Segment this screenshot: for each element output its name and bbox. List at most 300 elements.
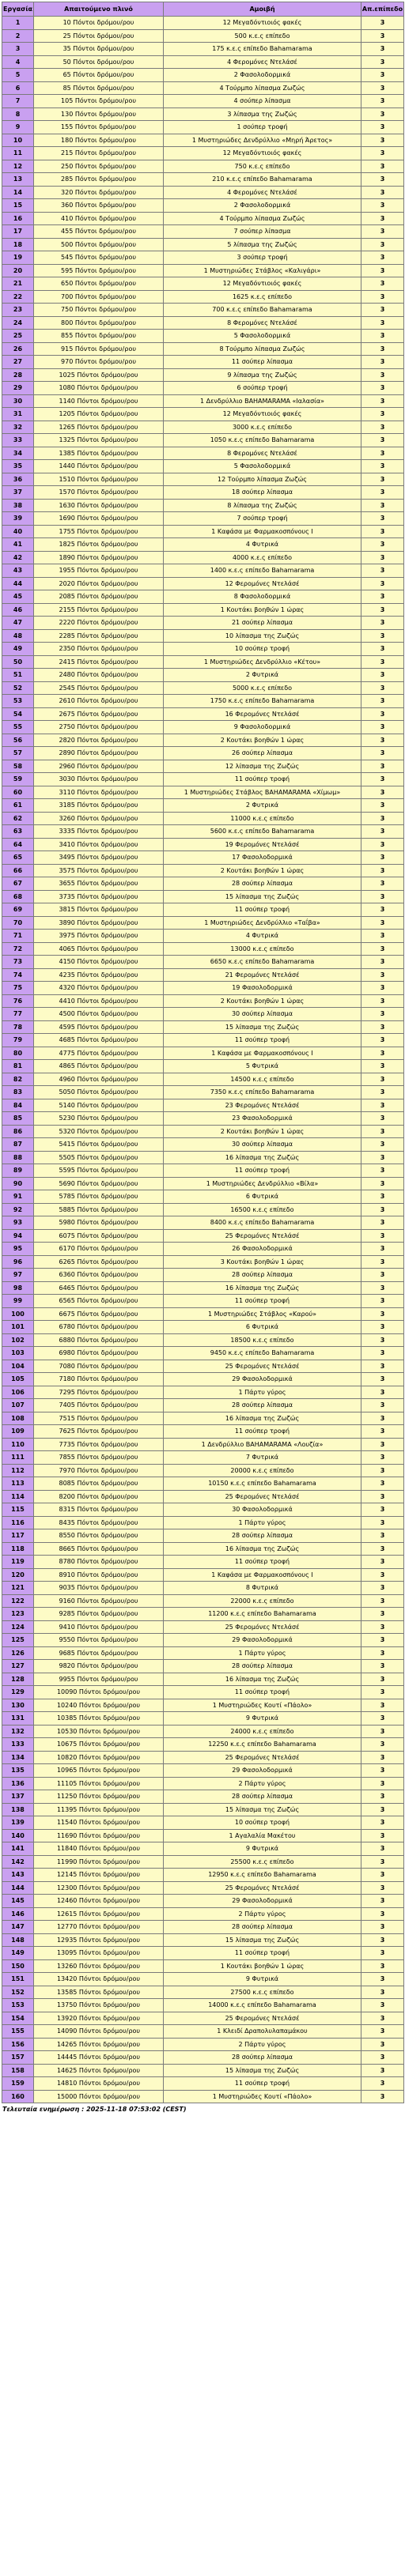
table-row	[2, 669, 404, 682]
required-level: 3	[361, 747, 404, 760]
table-row	[2, 1047, 404, 1060]
table-row	[2, 525, 404, 538]
required-level: 3	[361, 499, 404, 512]
table-row	[2, 460, 404, 473]
reward: 1 Μυστηριώδες Στάβλος «Καρού»	[164, 1307, 361, 1321]
header-reward: Αμοιβή	[164, 2, 361, 17]
task-number: 10	[2, 134, 34, 147]
required-level: 3	[361, 707, 404, 721]
task-number: 151	[2, 1973, 34, 1986]
task-number: 143	[2, 1869, 34, 1882]
required-distance: 7295 Πόντοι δρόμου/ρου	[34, 1386, 164, 1399]
required-level: 3	[361, 1164, 404, 1178]
task-number: 117	[2, 1529, 34, 1543]
reward: 7 σούπερ λίπασμα	[164, 225, 361, 239]
required-level: 3	[361, 382, 404, 395]
required-level: 3	[361, 1086, 404, 1099]
required-level: 3	[361, 1921, 404, 1934]
required-level: 3	[361, 1529, 404, 1543]
table-row	[2, 1620, 404, 1634]
task-number: 32	[2, 421, 34, 434]
reward: 18500 κ.ε.ς επίπεδο	[164, 1333, 361, 1347]
table-row	[2, 1764, 404, 1778]
task-number: 73	[2, 956, 34, 969]
required-distance: 5415 Πόντοι δρόμου/ρου	[34, 1138, 164, 1152]
task-number: 68	[2, 890, 34, 903]
table-row	[2, 1373, 404, 1386]
required-distance: 7970 Πόντοι δρόμου/ρου	[34, 1464, 164, 1477]
required-distance: 3185 Πόντοι δρόμου/ρου	[34, 799, 164, 813]
task-number: 101	[2, 1321, 34, 1334]
required-level: 3	[361, 2012, 404, 2025]
required-distance: 4150 Πόντοι δρόμου/ρου	[34, 956, 164, 969]
table-row	[2, 394, 404, 408]
tasks-table	[2, 2, 404, 2103]
required-level: 3	[361, 538, 404, 552]
required-distance: 5505 Πόντοι δρόμου/ρου	[34, 1151, 164, 1164]
table-row	[2, 1673, 404, 1686]
reward: 23 Φερομόνες Ντελάσέ	[164, 1099, 361, 1112]
task-number: 108	[2, 1412, 34, 1425]
required-level: 3	[361, 799, 404, 813]
table-row	[2, 617, 404, 630]
required-level: 3	[361, 930, 404, 943]
reward: 11 σούπερ τροφή	[164, 1947, 361, 1960]
table-row	[2, 590, 404, 604]
required-distance: 7735 Πόντοι δρόμου/ρου	[34, 1438, 164, 1451]
task-number: 100	[2, 1307, 34, 1321]
task-number: 131	[2, 1712, 34, 1726]
required-level: 3	[361, 1295, 404, 1308]
table-row	[2, 1686, 404, 1699]
reward: 15 λίπασμα της Ζωζώς	[164, 2064, 361, 2077]
required-level: 3	[361, 1020, 404, 1034]
task-number: 153	[2, 1999, 34, 2012]
table-row	[2, 982, 404, 995]
reward: 1 Μυστηριώδες Δενδρύλλιο «Βίλα»	[164, 1177, 361, 1190]
table-row	[2, 1164, 404, 1178]
required-level: 3	[361, 1307, 404, 1321]
required-distance: 8665 Πόντοι δρόμου/ρου	[34, 1542, 164, 1556]
reward: 1 Καφάσα με Φαρμακοσπόνους Ι	[164, 1568, 361, 1582]
table-row	[2, 1347, 404, 1360]
task-number: 65	[2, 851, 34, 865]
table-row	[2, 1881, 404, 1895]
reward: 24000 κ.ε.ς επίπεδο	[164, 1725, 361, 1738]
table-row	[2, 1855, 404, 1869]
required-distance: 15000 Πόντοι δρόμου/ρου	[34, 2090, 164, 2103]
required-distance: 800 Πόντοι δρόμου/ρου	[34, 316, 164, 330]
table-row	[2, 95, 404, 108]
required-distance: 5690 Πόντοι δρόμου/ρου	[34, 1177, 164, 1190]
task-number: 114	[2, 1490, 34, 1503]
required-distance: 1510 Πόντοι δρόμου/ρου	[34, 473, 164, 486]
reward: 26 σούπερ λίπασμα	[164, 747, 361, 760]
task-number: 119	[2, 1556, 34, 1569]
reward: 28 σούπερ λίπασμα	[164, 1399, 361, 1412]
required-level: 3	[361, 1829, 404, 1842]
table-row	[2, 1490, 404, 1503]
required-distance: 1265 Πόντοι δρόμου/ρου	[34, 421, 164, 434]
reward: 9 Φασολοδορμικά	[164, 721, 361, 734]
table-row	[2, 1608, 404, 1621]
reward: 8 Φασολοδορμικά	[164, 590, 361, 604]
required-distance: 10675 Πόντοι δρόμου/ρου	[34, 1738, 164, 1752]
reward: 16 Φερομόνες Ντελάσέ	[164, 707, 361, 721]
task-number: 140	[2, 1829, 34, 1842]
required-distance: 4685 Πόντοι δρόμου/ρου	[34, 1034, 164, 1047]
task-number: 138	[2, 1803, 34, 1816]
reward: 1 Μυστηριώδες Κουτί «Πάολο»	[164, 1699, 361, 1712]
task-number: 118	[2, 1542, 34, 1556]
task-number: 146	[2, 1907, 34, 1921]
required-level: 3	[361, 773, 404, 786]
table-row	[2, 1959, 404, 1973]
required-level: 3	[361, 408, 404, 421]
reward: 28 σούπερ λίπασμα	[164, 1660, 361, 1673]
required-level: 3	[361, 655, 404, 669]
reward: 2 Κουτάκι βοηθών 1 ώρας	[164, 864, 361, 877]
required-level: 3	[361, 1008, 404, 1021]
table-row	[2, 1034, 404, 1047]
required-distance: 1755 Πόντοι δρόμου/ρου	[34, 525, 164, 538]
table-row	[2, 2064, 404, 2077]
task-number: 57	[2, 747, 34, 760]
table-row	[2, 264, 404, 277]
required-level: 3	[361, 1725, 404, 1738]
required-distance: 285 Πόντοι δρόμου/ρου	[34, 173, 164, 187]
required-distance: 215 Πόντοι δρόμου/ρου	[34, 147, 164, 160]
required-level: 3	[361, 264, 404, 277]
required-distance: 2545 Πόντοι δρόμου/ρου	[34, 681, 164, 695]
required-distance: 4775 Πόντοι δρόμου/ρου	[34, 1047, 164, 1060]
required-distance: 12770 Πόντοι δρόμου/ρου	[34, 1921, 164, 1934]
reward: 5 λίπασμα της Ζωζώς	[164, 238, 361, 251]
reward: 1 Δενδρύλλιο BAHAMARAMA «Λουζία»	[164, 1438, 361, 1451]
reward: 2 Φασολοδορμικά	[164, 69, 361, 82]
required-level: 3	[361, 2025, 404, 2039]
required-level: 3	[361, 1738, 404, 1752]
task-number: 137	[2, 1790, 34, 1804]
table-row	[2, 499, 404, 512]
table-row	[2, 916, 404, 930]
required-level: 3	[361, 1190, 404, 1204]
required-level: 3	[361, 1099, 404, 1112]
reward: 28 σούπερ λίπασμα	[164, 1921, 361, 1934]
required-level: 3	[361, 1073, 404, 1086]
required-distance: 9285 Πόντοι δρόμου/ρου	[34, 1608, 164, 1621]
required-distance: 1385 Πόντοι δρόμου/ρου	[34, 447, 164, 460]
reward: 4 Τούρμπο λίπασμα Ζωζώς	[164, 212, 361, 225]
task-number: 36	[2, 473, 34, 486]
required-distance: 2890 Πόντοι δρόμου/ρου	[34, 747, 164, 760]
required-level: 3	[361, 525, 404, 538]
required-distance: 1955 Πόντοι δρόμου/ρου	[34, 564, 164, 578]
required-distance: 2675 Πόντοι δρόμου/ρου	[34, 707, 164, 721]
table-row	[2, 1464, 404, 1477]
table-row	[2, 1699, 404, 1712]
table-row	[2, 747, 404, 760]
table-row	[2, 903, 404, 917]
table-row	[2, 2077, 404, 2091]
required-level: 3	[361, 304, 404, 317]
reward: 16 λίπασμα της Ζωζώς	[164, 1412, 361, 1425]
task-number: 130	[2, 1699, 34, 1712]
table-row	[2, 838, 404, 851]
reward: 1 Καφάσα με Φαρμακοσπόνους Ι	[164, 525, 361, 538]
task-number: 113	[2, 1477, 34, 1491]
task-number: 27	[2, 356, 34, 369]
required-distance: 11540 Πόντοι δρόμου/ρου	[34, 1816, 164, 1830]
required-level: 3	[361, 877, 404, 891]
required-level: 3	[361, 1490, 404, 1503]
task-number: 13	[2, 173, 34, 187]
required-level: 3	[361, 1477, 404, 1491]
table-row	[2, 1112, 404, 1126]
table-row	[2, 1477, 404, 1491]
table-row	[2, 1907, 404, 1921]
table-row	[2, 1986, 404, 1999]
table-row	[2, 643, 404, 656]
required-distance: 13750 Πόντοι δρόμου/ρου	[34, 1999, 164, 2012]
table-row	[2, 1842, 404, 1856]
required-level: 3	[361, 617, 404, 630]
task-number: 12	[2, 160, 34, 173]
required-level: 3	[361, 1216, 404, 1230]
required-distance: 7855 Πόντοι δρόμου/ρου	[34, 1451, 164, 1465]
required-distance: 2350 Πόντοι δρόμου/ρου	[34, 643, 164, 656]
required-distance: 13095 Πόντοι δρόμου/ρου	[34, 1947, 164, 1960]
task-number: 51	[2, 669, 34, 682]
required-distance: 7080 Πόντοι δρόμου/ρου	[34, 1360, 164, 1373]
task-number: 89	[2, 1164, 34, 1178]
required-distance: 14625 Πόντοι δρόμου/ρου	[34, 2064, 164, 2077]
reward: 11 σούπερ τροφή	[164, 1164, 361, 1178]
reward: 5 Φυτρικά	[164, 1060, 361, 1073]
required-level: 3	[361, 1556, 404, 1569]
reward: 11 σούπερ τροφή	[164, 903, 361, 917]
task-number: 9	[2, 121, 34, 134]
task-number: 148	[2, 1933, 34, 1947]
task-number: 144	[2, 1881, 34, 1895]
table-row	[2, 1582, 404, 1595]
required-level: 3	[361, 1333, 404, 1347]
required-distance: 13420 Πόντοι δρόμου/ρου	[34, 1973, 164, 1986]
task-number: 90	[2, 1177, 34, 1190]
task-number: 39	[2, 512, 34, 526]
required-distance: 2220 Πόντοι δρόμου/ρου	[34, 617, 164, 630]
reward: 25 Φερομόνες Ντελάσέ	[164, 1881, 361, 1895]
reward: 700 κ.ε.ς επίπεδο Bahamarama	[164, 304, 361, 317]
required-level: 3	[361, 1947, 404, 1960]
reward: 23 Φασολοδορμικά	[164, 1112, 361, 1126]
task-number: 41	[2, 538, 34, 552]
table-row	[2, 851, 404, 865]
task-number: 70	[2, 916, 34, 930]
task-number: 19	[2, 251, 34, 265]
required-level: 3	[361, 1933, 404, 1947]
required-level: 3	[361, 734, 404, 747]
reward: 11 σούπερ τροφή	[164, 1295, 361, 1308]
required-level: 3	[361, 1399, 404, 1412]
reward: 8 Φερομόνες Ντελάσέ	[164, 316, 361, 330]
required-distance: 6075 Πόντοι δρόμου/ρου	[34, 1229, 164, 1243]
task-number: 2	[2, 29, 34, 43]
reward: 9 Φυτρικά	[164, 1973, 361, 1986]
table-row	[2, 1933, 404, 1947]
required-level: 3	[361, 199, 404, 213]
required-level: 3	[361, 669, 404, 682]
required-distance: 1825 Πόντοι δρόμου/ρου	[34, 538, 164, 552]
task-number: 8	[2, 107, 34, 121]
table-row	[2, 1594, 404, 1608]
required-distance: 4960 Πόντοι δρόμου/ρου	[34, 1073, 164, 1086]
table-row	[2, 1412, 404, 1425]
required-distance: 11690 Πόντοι δρόμου/ρου	[34, 1829, 164, 1842]
task-number: 55	[2, 721, 34, 734]
required-level: 3	[361, 916, 404, 930]
reward: 10150 κ.ε.ς επίπεδο Bahamarama	[164, 1477, 361, 1491]
required-level: 3	[361, 1269, 404, 1282]
task-number: 14	[2, 186, 34, 199]
table-row	[2, 1203, 404, 1216]
table-row	[2, 1921, 404, 1934]
required-level: 3	[361, 1281, 404, 1295]
required-level: 3	[361, 681, 404, 695]
required-distance: 10385 Πόντοι δρόμου/ρου	[34, 1712, 164, 1726]
table-row	[2, 447, 404, 460]
task-number: 123	[2, 1608, 34, 1621]
task-number: 47	[2, 617, 34, 630]
required-distance: 6675 Πόντοι δρόμου/ρου	[34, 1307, 164, 1321]
required-distance: 6465 Πόντοι δρόμου/ρου	[34, 1281, 164, 1295]
reward: 1050 κ.ε.ς επίπεδο Bahamarama	[164, 434, 361, 447]
required-level: 3	[361, 173, 404, 187]
required-level: 3	[361, 1243, 404, 1256]
task-number: 81	[2, 1060, 34, 1073]
reward: 1 Κουτάκι βοηθών 1 ώρας	[164, 1959, 361, 1973]
reward: 8 Φερομόνες Ντελάσέ	[164, 447, 361, 460]
required-level: 3	[361, 1855, 404, 1869]
task-number: 126	[2, 1646, 34, 1660]
required-level: 3	[361, 1412, 404, 1425]
required-distance: 11105 Πόντοι δρόμου/ρου	[34, 1777, 164, 1790]
task-number: 134	[2, 1751, 34, 1764]
required-level: 3	[361, 1112, 404, 1126]
required-distance: 11990 Πόντοι δρόμου/ρου	[34, 1855, 164, 1869]
reward: 12 Μεγαδόντιοιός φακές	[164, 408, 361, 421]
table-row	[2, 486, 404, 500]
required-distance: 6265 Πόντοι δρόμου/ρου	[34, 1255, 164, 1269]
task-number: 111	[2, 1451, 34, 1465]
required-level: 3	[361, 1568, 404, 1582]
task-number: 157	[2, 2051, 34, 2065]
required-distance: 8910 Πόντοι δρόμου/ρου	[34, 1568, 164, 1582]
table-row	[2, 564, 404, 578]
required-level: 3	[361, 968, 404, 982]
task-number: 74	[2, 968, 34, 982]
task-number: 4	[2, 55, 34, 69]
required-level: 3	[361, 1803, 404, 1816]
reward: 1625 κ.ε.ς επίπεδο	[164, 290, 361, 304]
reward: 15 λίπασμα της Ζωζώς	[164, 890, 361, 903]
task-number: 45	[2, 590, 34, 604]
required-distance: 700 Πόντοι δρόμου/ρου	[34, 290, 164, 304]
required-distance: 4410 Πόντοι δρόμου/ρου	[34, 994, 164, 1008]
required-distance: 11250 Πόντοι δρόμου/ρου	[34, 1790, 164, 1804]
required-distance: 4065 Πόντοι δρόμου/ρου	[34, 942, 164, 956]
last-updated: Τελευταία ενημέρωση : 2025-11-18 07:53:02 (CEST)	[2, 2106, 187, 2113]
required-level: 3	[361, 316, 404, 330]
reward: 11 σούπερ τροφή	[164, 2077, 361, 2091]
required-distance: 3815 Πόντοι δρόμου/ρου	[34, 903, 164, 917]
required-distance: 1440 Πόντοι δρόμου/ρου	[34, 460, 164, 473]
reward: 25 Φερομόνες Ντελάσέ	[164, 1751, 361, 1764]
required-level: 3	[361, 695, 404, 708]
required-distance: 3410 Πόντοι δρόμου/ρου	[34, 838, 164, 851]
required-distance: 3890 Πόντοι δρόμου/ρου	[34, 916, 164, 930]
required-level: 3	[361, 238, 404, 251]
table-row	[2, 1438, 404, 1451]
table-row	[2, 734, 404, 747]
table-row	[2, 1269, 404, 1282]
required-level: 3	[361, 1699, 404, 1712]
task-number: 133	[2, 1738, 34, 1752]
task-number: 49	[2, 643, 34, 656]
task-number: 20	[2, 264, 34, 277]
task-number: 11	[2, 147, 34, 160]
table-row	[2, 160, 404, 173]
reward: 750 κ.ε.ς επίπεδο	[164, 160, 361, 173]
required-distance: 500 Πόντοι δρόμου/ρου	[34, 238, 164, 251]
task-number: 160	[2, 2090, 34, 2103]
required-distance: 915 Πόντοι δρόμου/ρου	[34, 342, 164, 356]
required-level: 3	[361, 1425, 404, 1439]
reward: 500 κ.ε.ς επίπεδο	[164, 29, 361, 43]
reward: 2 Φυτρικά	[164, 669, 361, 682]
task-number: 109	[2, 1425, 34, 1439]
reward: 11 σούπερ τροφή	[164, 1556, 361, 1569]
reward: 3 σούπερ τροφή	[164, 251, 361, 265]
required-level: 3	[361, 1999, 404, 2012]
required-level: 3	[361, 1777, 404, 1790]
task-number: 38	[2, 499, 34, 512]
reward: 15 λίπασμα της Ζωζώς	[164, 1803, 361, 1816]
required-level: 3	[361, 1869, 404, 1882]
task-number: 23	[2, 304, 34, 317]
reward: 6650 κ.ε.ς επίπεδο Bahamarama	[164, 956, 361, 969]
task-number: 25	[2, 330, 34, 343]
required-distance: 6565 Πόντοι δρόμου/ρου	[34, 1295, 164, 1308]
reward: 30 σούπερ λίπασμα	[164, 1138, 361, 1152]
required-level: 3	[361, 1255, 404, 1269]
table-row	[2, 2090, 404, 2103]
table-row	[2, 942, 404, 956]
reward: 11 σούπερ τροφή	[164, 1425, 361, 1439]
task-number: 87	[2, 1138, 34, 1152]
reward: 9 λίπασμα της Ζωζώς	[164, 368, 361, 382]
reward: 12 Φερομόνες Ντελάσέ	[164, 577, 361, 590]
reward: 17 Φασολοδορμικά	[164, 851, 361, 865]
required-level: 3	[361, 251, 404, 265]
reward: 1 Κλειδί Δραπολυλαπαμάκου	[164, 2025, 361, 2039]
required-distance: 5595 Πόντοι δρόμου/ρου	[34, 1164, 164, 1178]
reward: 19 Φερομόνες Ντελάσέ	[164, 838, 361, 851]
task-number: 33	[2, 434, 34, 447]
task-number: 98	[2, 1281, 34, 1295]
task-number: 102	[2, 1333, 34, 1347]
required-level: 3	[361, 1620, 404, 1634]
